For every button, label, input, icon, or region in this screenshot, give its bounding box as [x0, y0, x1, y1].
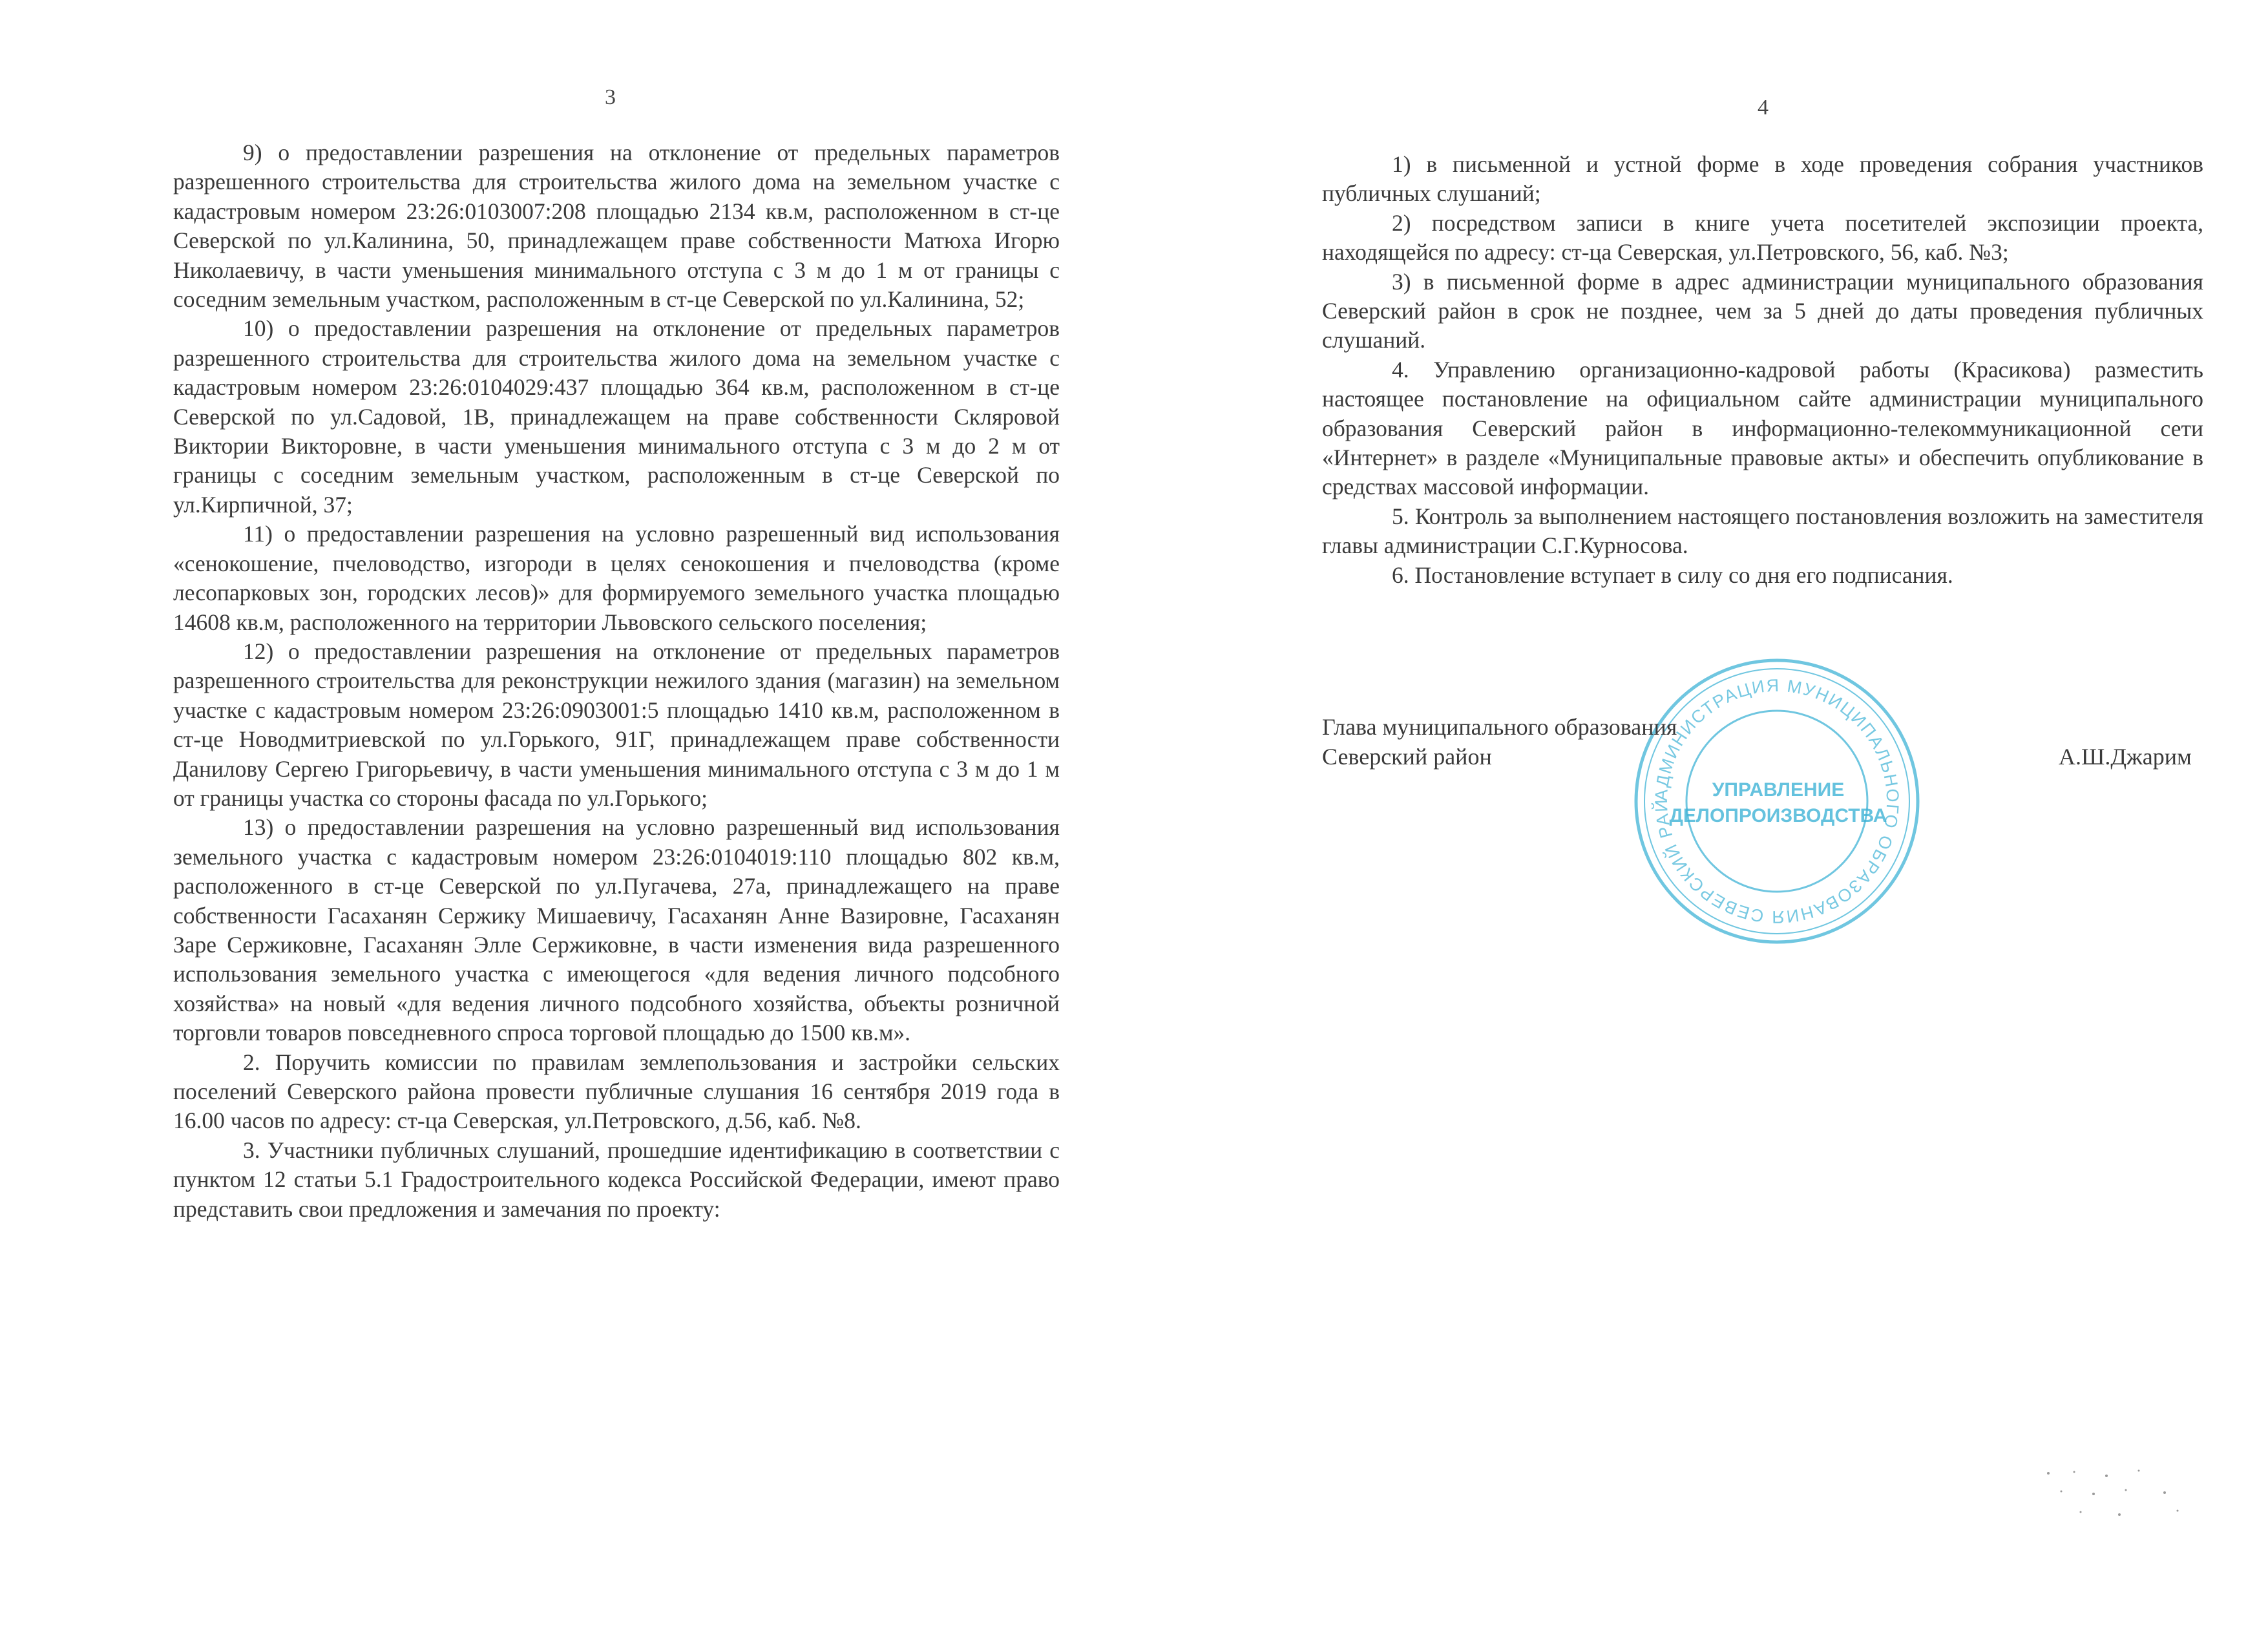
paragraph-item-13: 13) о предоставлении разрешения на условно разрешенный вид использования земельного участка с кадастровым номером 23:26:0104019:110 площадью 802 кв.м, расположенного в ст-це Северской по ул.Пугачева, 27а, принадлежащего на праве собственности Гасаханян Сержику Мишаевичу, Гасаханян Анне Вазировне, Гасаханян Заре Сержиковне, Гасаханян Элле Сержиковне, в части изменения вида разрешенного использования земельного участка с имеющегося «для ведения личного подсобного хозяйства» на новый «для ведения личного подсобного хозяйства, объекты розничной торговли товаров повседневного спроса торговой площадью до 1500 кв.м».	[173, 814, 1060, 1046]
signature-title	[1322, 712, 1677, 772]
page-number-right: 4	[1758, 96, 1769, 120]
paragraph-clause-3: 3. Участники публичных слушаний, прошедшие идентификацию в соответствии с пунктом 12 статьи 5.1 Градостроительного кодекса Российской Федерации, имеют право представить свои предложения и замечания по проекту:	[173, 1137, 1060, 1222]
left-page-body	[173, 138, 1060, 1224]
paragraph-item-10: 10) о предоставлении разрешения на отклонение от предельных параметров разрешенного строительства для строительства жилого дома на земельном участке с кадастровым номером 23:26:0104029:437 площадью 364 кв.м, расположенном в ст-це Северской по ул.Садовой, 1В, принадлежащем на праве собственности Скляровой Виктории Викторовне, в части уменьшения минимального отступа с 3 м до 2 м от границы с соседним земельным участком, расположенным в ст-це Северской по ул.Кирпичной, 37;	[173, 315, 1060, 518]
paragraph-subitem-1: 1) в письменной и устной форме в ходе проведения собрания участников публичных слушаний;	[1322, 151, 2203, 207]
signature-title-line-1: Глава муниципального образования	[1322, 714, 1677, 740]
paragraph-item-11: 11) о предоставлении разрешения на условно разрешенный вид использования «сенокошение, пчеловодство, изгороди в целях сенокошения и пчеловодства (кроме лесопарковых зон, городских лесов)» для формируемого земельного участка площадью 14608 кв.м, расположенного на территории Львовского сельского поселения;	[173, 521, 1060, 635]
stamp-seal-icon	[1628, 653, 1926, 950]
paragraph-clause-6: 6. Постановление вступает в силу со дня его подписания.	[1392, 562, 1953, 588]
paragraph-subitem-2: 2) посредством записи в книге учета посетителей экспозиции проекта, находящейся по адресу: ст-ца Северская, ул.Петровского, 56, каб. №3;	[1322, 209, 2203, 266]
page-number-left: 3	[605, 85, 616, 109]
paragraph-clause-4: 4. Управлению организационно-кадровой работы (Красикова) разместить настоящее постановление на официальном сайте администрации муниципального образования Северский район в информационно-телекоммуникационной сети «Интернет» в разделе «Муниципальные правовые акты» и обеспечить опубликование в средствах массовой информации.	[1322, 356, 2203, 500]
scan-specks-decoration	[2035, 1460, 2203, 1525]
stamp-ring-text: АДМИНИСТРАЦИЯ МУНИЦИПАЛЬНОГО ОБРАЗОВАНИЯ СЕВЕРСКИЙ РАЙ	[1651, 675, 1903, 927]
stamp-center-line-2: ДЕЛОПРОИЗВОДСТВА	[1669, 805, 1887, 826]
right-page-body	[1322, 150, 2203, 590]
signature-name: А.Ш.Джарим	[2059, 744, 2192, 770]
official-stamp	[1628, 653, 1926, 950]
paragraph-clause-5: 5. Контроль за выполнением настоящего постановления возложить на заместителя главы администрации С.Г.Курносова.	[1322, 503, 2203, 559]
stamp-center-line-1: УПРАВЛЕНИЕ	[1712, 779, 1845, 801]
paragraph-item-9: 9) о предоставлении разрешения на отклонение от предельных параметров разрешенного строительства для строительства жилого дома на земельном участке с кадастровым номером 23:26:0103007:208 площадью 2134 кв.м, расположенном в ст-це Северской по ул.Калинина, 50, принадлежащем праве собственности Матюха Игорю Николаевичу, в части уменьшения минимального отступа с 3 м до 1 м от границы с соседним земельным участком, расположенным в ст-це Северской по ул.Калинина, 52;	[173, 140, 1060, 313]
signature-title-line-2: Северский район	[1322, 744, 1492, 770]
paragraph-subitem-3: 3) в письменной форме в адрес администрации муниципального образования Северский район в срок не позднее, чем за 5 дней до даты проведения публичных слушаний.	[1322, 268, 2203, 353]
paragraph-clause-2: 2. Поручить комиссии по правилам землепользования и застройки сельских поселений Северского района провести публичные слушания 16 сентября 2019 года в 16.00 часов по адресу: ст-ца Северская, ул.Петровского, д.56, каб. №8.	[173, 1049, 1060, 1134]
paragraph-item-12: 12) о предоставлении разрешения на отклонение от предельных параметров разрешенного строительства для реконструкции нежилого здания (магазин) на земельном участке с кадастровым номером 23:26:0903001:5 площадью 1410 кв.м, расположенном в ст-це Новодмитриевской по ул.Горького, 91Г, принадлежащем праве собственности Данилову Сергею Григорьевичу, в части уменьшения минимального отступа с 3 м до 1 м от границы участка со стороны фасада по ул.Горького;	[173, 638, 1060, 811]
